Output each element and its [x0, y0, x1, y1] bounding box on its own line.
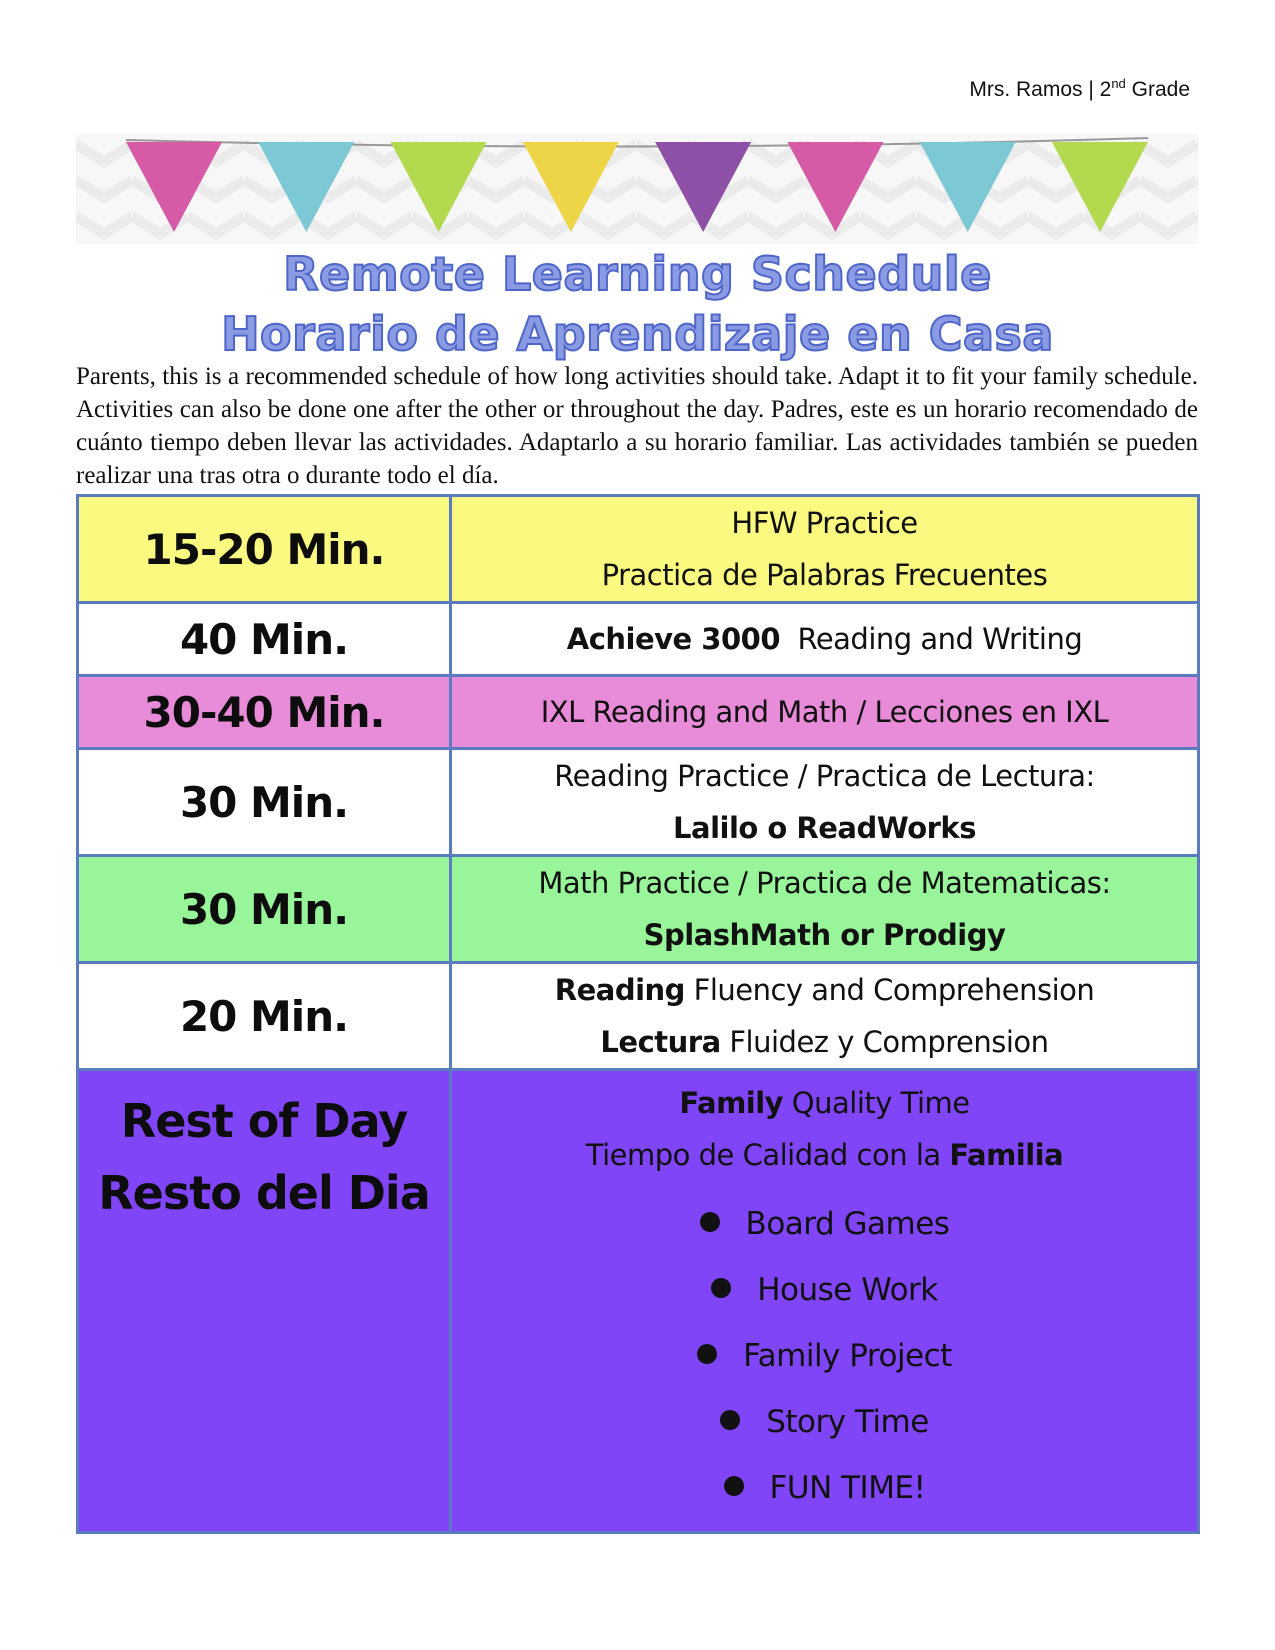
schedule-row-achieve — [78, 603, 1199, 676]
activity-line — [452, 1016, 1197, 1068]
activity-line — [452, 1129, 1197, 1181]
rest-of-day-label: Rest of Day — [120, 1094, 408, 1148]
activity-cell — [451, 603, 1199, 676]
activity-line: Math Practice / Practica de Matematicas: — [538, 866, 1111, 900]
list-item — [452, 1323, 1197, 1389]
time-cell: 20 Min. — [78, 963, 451, 1070]
activity-line: HFW Practice — [731, 506, 918, 540]
time-cell: 30-40 Min. — [78, 676, 451, 749]
time-cell: 40 Min. — [78, 603, 451, 676]
activity-cell — [451, 749, 1199, 856]
activity-cell — [451, 856, 1199, 963]
time-cell — [78, 1070, 451, 1533]
schedule-row-ixl — [78, 676, 1199, 749]
list-item-label: House Work — [757, 1272, 938, 1308]
activity-text: Fluency and Comprehension — [684, 973, 1095, 1007]
pennant-banner — [76, 134, 1198, 244]
title-spanish: Horario de Aprendizaje en Casa — [221, 307, 1054, 361]
schedule-row-fluency — [78, 963, 1199, 1070]
activity-line-bold: Lalilo o ReadWorks — [673, 811, 976, 845]
activity-text: Quality Time — [783, 1086, 970, 1120]
activity-line: Reading Practice / Practica de Lectura: — [554, 759, 1095, 793]
schedule-row-hfw — [78, 496, 1199, 603]
schedule-row-math — [78, 856, 1199, 963]
activity-line — [452, 964, 1197, 1016]
bullet-icon — [697, 1344, 717, 1364]
list-item-label: FUN TIME! — [769, 1470, 926, 1506]
list-item — [452, 1455, 1197, 1521]
schedule-row-reading — [78, 749, 1199, 856]
activity-text: Reading and Writing — [797, 622, 1083, 656]
activity-text: Fluidez y Comprension — [720, 1025, 1049, 1059]
time-cell: 30 Min. — [78, 856, 451, 963]
bullet-icon — [700, 1212, 720, 1232]
activity-line — [452, 1077, 1197, 1129]
list-item-label: Board Games — [745, 1206, 950, 1242]
family-activity-list — [452, 1191, 1197, 1521]
activity-bold: Lectura — [600, 1025, 721, 1059]
list-item — [452, 1191, 1197, 1257]
bullet-icon — [711, 1278, 731, 1298]
time-cell: 15-20 Min. — [78, 496, 451, 603]
activity-cell — [451, 963, 1199, 1070]
activity-cell — [451, 1070, 1199, 1533]
activity-cell — [451, 676, 1199, 749]
activity-bold: Familia — [949, 1138, 1064, 1172]
schedule-row-family — [78, 1070, 1199, 1533]
intro-paragraph: Parents, this is a recommended schedule of how long activities should take. Adapt it to fit your family schedule. Activities can also be done one after the other or throughout the day. Padres, este es un horario recomendado de cuánto tiempo deben llevar las actividades. Adaptarlo a su horario familiar. Las actividades también se pueden realizar una tras otra o durante todo el día. — [76, 363, 1198, 489]
list-item-label: Story Time — [766, 1404, 929, 1440]
activity-bold: Achieve 3000 — [566, 622, 781, 656]
list-item — [452, 1389, 1197, 1455]
activity-text: Tiempo de Calidad con la — [585, 1138, 950, 1172]
list-item-label: Family Project — [743, 1338, 952, 1374]
title-english: Remote Learning Schedule — [283, 247, 992, 301]
activity-bold: Reading — [554, 973, 685, 1007]
ordinal-suffix: nd — [1111, 76, 1126, 91]
bullet-icon — [724, 1476, 744, 1496]
activity-cell — [451, 496, 1199, 603]
resto-del-dia-label: Resto del Dia — [98, 1166, 430, 1220]
activity-line-bold: SplashMath or Prodigy — [643, 918, 1006, 952]
grade-label: Grade — [1125, 78, 1190, 101]
schedule-table — [76, 494, 1200, 1534]
time-cell: 30 Min. — [78, 749, 451, 856]
activity-line: IXL Reading and Math / Lecciones en IXL — [540, 695, 1109, 729]
list-item — [452, 1257, 1197, 1323]
title-block — [0, 244, 1275, 364]
activity-line: Practica de Palabras Frecuentes — [601, 558, 1048, 592]
activity-bold: Family — [679, 1086, 784, 1120]
teacher-name: Mrs. Ramos | 2 — [969, 78, 1112, 101]
bullet-icon — [720, 1410, 740, 1430]
teacher-grade-header — [969, 76, 1190, 102]
